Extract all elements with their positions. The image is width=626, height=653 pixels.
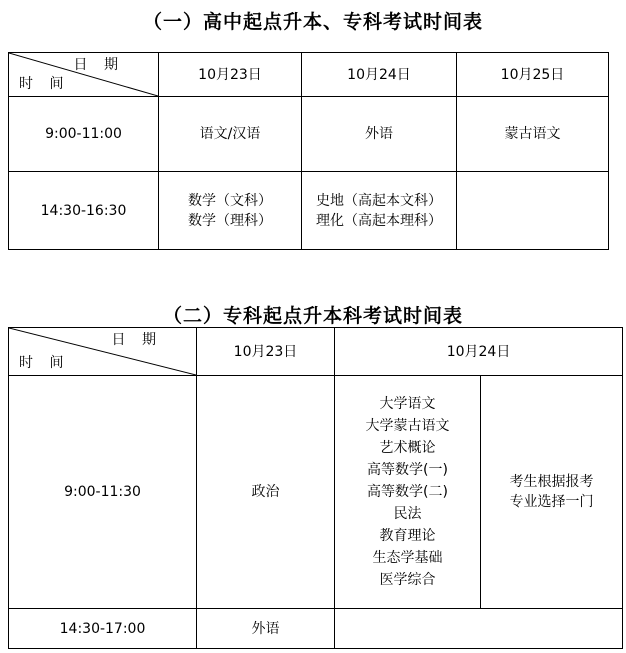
subject-line: 医学综合 [379, 572, 436, 588]
time-slot: 14:30-16:30 [9, 172, 159, 250]
subject-cell: 蒙古语文 [457, 97, 609, 172]
table1-corner-header [9, 53, 159, 97]
table1-date-col-2: 10月24日 [302, 53, 457, 97]
time-slot: 9:00-11:00 [9, 97, 159, 172]
table2-corner-header [9, 328, 197, 376]
subject-cell: 外语 [302, 97, 457, 172]
subject-cell: 语文/汉语 [159, 97, 302, 172]
note-cell [481, 376, 623, 609]
table1-date-col-3: 10月25日 [457, 53, 609, 97]
subject-cell: 外语 [197, 609, 335, 649]
exam-schedule-table-2 [8, 327, 623, 649]
exam-schedule-table-1 [8, 52, 609, 250]
subject-line: 数学（文科） [188, 192, 272, 209]
subject-line: 数学（理科） [188, 212, 272, 229]
time-slot: 14:30-17:00 [9, 609, 197, 649]
time-slot: 9:00-11:30 [9, 376, 197, 609]
time-header-label: 时 间 [19, 76, 70, 92]
empty-cell [457, 172, 609, 250]
table-row [9, 172, 609, 250]
table2-date-col-1: 10月23日 [197, 328, 335, 376]
table1-title: （一）高中起点升本、专科考试时间表 [142, 11, 483, 33]
subject-line: 大学语文 [379, 396, 436, 412]
subject-list-cell [335, 376, 481, 609]
table-row [9, 97, 609, 172]
subject-line: 民法 [393, 506, 422, 522]
subject-line: 高等数学(一) [367, 462, 448, 478]
subject-line: 理化（高起本理科） [316, 212, 442, 229]
date-header-label: 日 期 [111, 332, 162, 348]
subject-line: 大学蒙古语文 [365, 418, 450, 434]
time-header-label: 时 间 [19, 355, 70, 371]
empty-cell [335, 609, 623, 649]
subject-cell [302, 172, 457, 250]
subject-line: 教育理论 [379, 528, 436, 544]
subject-cell [159, 172, 302, 250]
note-line: 专业选择一门 [509, 494, 594, 510]
subject-line: 高等数学(二) [367, 484, 448, 500]
table2-title: （二）专科起点升本科考试时间表 [162, 305, 463, 327]
subject-line: 艺术概论 [379, 440, 436, 456]
table-row [9, 376, 623, 609]
subject-cell: 政治 [197, 376, 335, 609]
table-row [9, 609, 623, 649]
subject-line: 生态学基础 [372, 550, 443, 566]
table2-date-col-2: 10月24日 [335, 328, 623, 376]
date-header-label: 日 期 [73, 57, 124, 73]
subject-line: 史地（高起本文科） [316, 192, 442, 209]
table1-date-col-1: 10月23日 [159, 53, 302, 97]
note-line: 考生根据报考 [509, 474, 594, 490]
